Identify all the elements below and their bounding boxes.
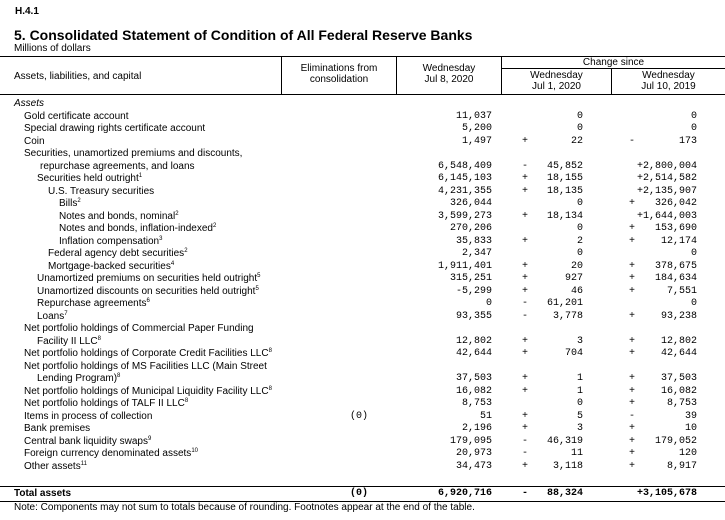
cell-wednesday: 35,833 [455, 235, 492, 247]
table-note: Note: Components may not sum to totals because of rounding. Footnotes appear at the end of the table. [14, 502, 475, 513]
row-label-text: Federal agency debt securities [48, 248, 185, 259]
table-row [0, 123, 725, 136]
table-row [0, 211, 725, 224]
row-label [48, 248, 188, 261]
cell-sign-1: + [522, 285, 529, 297]
row-label [24, 448, 198, 461]
cell-sign-2: + [629, 273, 636, 284]
table-row [0, 348, 725, 361]
cell-wednesday: 3,599,273 [437, 210, 492, 222]
row-label-text: Other assets [24, 460, 81, 472]
cell-change-2: +1,644,003 [636, 210, 697, 222]
cell-change-1: 0 [576, 110, 583, 122]
row-label [37, 173, 142, 186]
footnote-marker: 10 [191, 448, 198, 454]
row-label-text: Net portfolio holdings of Corporate Credit Facilities LLC [24, 348, 269, 359]
row-label [37, 298, 150, 311]
table-row [0, 248, 725, 261]
cell-sign-2: + [629, 198, 636, 209]
cell-wednesday: 51 [479, 410, 492, 422]
cell-change-2: 8,753 [666, 398, 697, 409]
row-label [59, 211, 179, 224]
cell-change-1: 3 [576, 423, 583, 434]
cell-sign-2: + [629, 435, 636, 447]
cell-change-2: 120 [678, 448, 697, 459]
row-label-text: Net portfolio holdings of Commercial Paper Funding [24, 323, 254, 334]
cell-change-2: +3,105,678 [636, 488, 697, 499]
cell-sign-1: + [522, 460, 529, 472]
row-label [14, 98, 44, 111]
cell-change-1: 46,319 [546, 435, 583, 447]
row-label-text: Unamortized premiums on securities held outright [37, 273, 258, 284]
table-row [0, 273, 725, 286]
row-label [40, 161, 195, 174]
row-label [24, 148, 242, 161]
cell-wednesday: 16,082 [455, 385, 492, 397]
change-since-rule [501, 68, 725, 69]
header-c2-line1: Wednesday [642, 70, 695, 81]
cell-wednesday: 326,044 [449, 198, 492, 209]
row-label-text: Securities, unamortized premiums and discounts, [24, 148, 243, 159]
cell-sign-1: + [522, 185, 529, 197]
table-body [0, 98, 725, 473]
cell-change-1: 3 [576, 335, 583, 347]
cell-change-1: 2 [576, 235, 583, 247]
cell-wednesday: 34,473 [455, 460, 492, 472]
page-title: 5. Consolidated Statement of Condition of All Federal Reserve Banks [14, 27, 473, 43]
table-row [0, 323, 725, 336]
footnote-marker: 11 [80, 460, 87, 467]
table-row [0, 111, 725, 124]
table-row [0, 311, 725, 324]
row-label [24, 111, 129, 124]
cell-change-2: 93,238 [660, 310, 697, 322]
cell-change-2: 184,634 [654, 273, 697, 284]
row-label-text: Loans [37, 310, 65, 322]
cell-change-1: 927 [564, 273, 583, 284]
cell-change-2: 0 [690, 110, 697, 122]
cell-change-1: 45,852 [546, 160, 583, 172]
cell-wednesday: 270,206 [449, 223, 492, 234]
row-label [37, 336, 101, 349]
cell-change-1: 18,135 [546, 185, 583, 197]
row-label-text: Notes and bonds, inflation-indexed [59, 223, 213, 234]
cell-wednesday: 4,231,355 [437, 185, 492, 197]
cell-sign-1: + [522, 348, 529, 359]
footnote-marker: 8 [117, 373, 121, 379]
cell-wednesday: 5,200 [461, 123, 492, 134]
cell-change-2: 42,644 [660, 348, 697, 359]
row-label [24, 461, 87, 474]
footnote-marker: 2 [175, 210, 179, 217]
cell-sign-2: + [629, 335, 636, 347]
table-row [0, 236, 725, 249]
row-label-text: repurchase agreements, and loans [40, 160, 195, 172]
row-label: Total assets [14, 488, 72, 499]
cell-sign-2: + [629, 460, 636, 472]
row-label-text: Items in process of collection [24, 410, 153, 422]
row-label-text: Coin [24, 135, 45, 147]
cell-sign-2: - [629, 135, 636, 147]
footnote-marker: 5 [257, 273, 261, 279]
row-label-text: Unamortized discounts on securities held outright [37, 285, 256, 297]
row-label-text: Mortgage-backed securities [48, 260, 171, 272]
total-row [0, 488, 725, 501]
cell-change-2: 153,690 [654, 223, 697, 234]
row-label [59, 198, 81, 211]
cell-sign-1: + [522, 260, 529, 272]
cell-wednesday: 12,802 [455, 335, 492, 347]
cell-sign-1: + [522, 235, 529, 247]
row-label [24, 398, 188, 411]
row-label [37, 311, 68, 324]
cell-wednesday: 42,644 [455, 348, 492, 359]
cell-sign-1: + [522, 273, 529, 284]
table-row [0, 223, 725, 236]
cell-sign-2: - [629, 410, 636, 422]
footnote-marker: 3 [159, 235, 163, 242]
cell-change-2: 8,917 [666, 460, 697, 472]
cell-change-1: 61,201 [546, 298, 583, 309]
row-label [37, 273, 260, 286]
cell-wednesday: 315,251 [449, 273, 492, 284]
table-row [0, 161, 725, 174]
header-elim-line1: Eliminations from [300, 63, 378, 74]
footnote-marker: 8 [268, 348, 272, 354]
cell-change-1: 3,118 [552, 460, 583, 472]
footnote-marker: 2 [184, 248, 188, 254]
cell-sign-2: + [629, 235, 636, 247]
cell-change-2: 12,174 [660, 235, 697, 247]
cell-change-2: 10 [684, 423, 697, 434]
row-label [24, 123, 205, 136]
header-c1-line1: Wednesday [530, 70, 583, 81]
cell-wednesday: 8,753 [461, 398, 492, 409]
table-row [0, 286, 725, 299]
table-row [0, 148, 725, 161]
cell-sign-1: - [522, 435, 529, 447]
table-row [0, 423, 725, 436]
cell-change-2: 39 [684, 410, 697, 422]
cell-wednesday: 0 [485, 298, 492, 309]
cell-change-2: 0 [690, 248, 697, 259]
cell-change-1: 3,778 [552, 310, 583, 322]
footnote-marker: 5 [255, 285, 259, 292]
header-elim-line2: consolidation [309, 74, 369, 85]
table-row [0, 448, 725, 461]
cell-sign-2: + [629, 348, 636, 359]
cell-sign-2: + [629, 373, 636, 384]
cell-wednesday: 6,920,716 [437, 488, 492, 499]
row-label-text: Inflation compensation [59, 235, 160, 247]
page-subtitle: Millions of dollars [14, 43, 91, 54]
cell-change-1: 0 [576, 123, 583, 134]
cell-sign-2: + [629, 448, 636, 459]
cell-change-2: 37,503 [660, 373, 697, 384]
cell-sign-1: + [522, 410, 529, 422]
cell-change-2: +2,135,907 [636, 185, 697, 197]
table-row [0, 386, 725, 399]
cell-sign-2: + [629, 260, 636, 272]
footnote-marker: 6 [146, 298, 150, 304]
cell-wednesday: 93,355 [455, 310, 492, 322]
row-label [48, 186, 154, 199]
row-label [59, 236, 162, 249]
table-row [0, 336, 725, 349]
row-label [24, 361, 267, 374]
cell-wednesday: 6,548,409 [437, 160, 492, 172]
table-row [0, 186, 725, 199]
cell-sign-1: + [522, 385, 529, 397]
cell-change-2: 7,551 [666, 285, 697, 297]
cell-sign-1: - [522, 160, 529, 172]
table-row [0, 98, 725, 111]
row-label [37, 373, 120, 386]
row-label [24, 136, 45, 149]
cell-change-2: 0 [690, 298, 697, 309]
cell-wednesday: -5,299 [455, 285, 492, 297]
cell-change-1: 0 [576, 248, 583, 259]
table-row [0, 198, 725, 211]
cell-change-1: 1 [576, 385, 583, 397]
row-label-text: Gold certificate account [24, 110, 129, 122]
row-label-text: Net portfolio holdings of MS Facilities LLC (Main Street [24, 360, 267, 372]
cell-change-2: 12,802 [660, 335, 697, 347]
footnote-marker: 2 [213, 223, 217, 229]
row-label-text: Foreign currency denominated assets [24, 448, 192, 459]
cell-sign-2: + [629, 385, 636, 397]
table-header [0, 0, 725, 100]
table-row [0, 173, 725, 186]
cell-elim: (0) [349, 488, 368, 499]
row-label-text: Special drawing rights certificate account [24, 123, 206, 134]
cell-change-1: 0 [576, 398, 583, 409]
cell-change-1: 5 [576, 410, 583, 422]
cell-wednesday: 2,347 [461, 248, 492, 259]
cell-sign-2: + [629, 398, 636, 409]
row-label [59, 223, 216, 236]
table-row [0, 411, 725, 424]
row-label-text: Net portfolio holdings of Municipal Liquidity Facility LLC [24, 385, 269, 397]
cell-sign-2: + [629, 285, 636, 297]
footnote-marker: 9 [147, 435, 152, 442]
table-row [0, 436, 725, 449]
header-c1-line2: Jul 1, 2020 [532, 81, 581, 92]
row-label-text: Assets [14, 98, 45, 109]
footnote-marker: 2 [77, 198, 81, 204]
cell-sign-1: + [522, 210, 529, 222]
cell-change-1: 22 [570, 135, 583, 147]
header-label-column: Assets, liabilities, and capital [14, 71, 142, 82]
footnote-marker: 4 [170, 260, 175, 267]
cell-wednesday: 2,196 [461, 423, 492, 434]
cell-elim: (0) [349, 410, 368, 422]
total-top-rule [0, 486, 725, 487]
table-row [0, 136, 725, 149]
row-label [24, 436, 151, 449]
cell-sign-1: + [522, 373, 529, 384]
row-label-text: Securities held outright [37, 173, 139, 184]
row-label-text: Notes and bonds, nominal [59, 210, 176, 222]
row-label-text: Repurchase agreements [37, 298, 147, 309]
header-wed-line2: Jul 8, 2020 [424, 74, 474, 85]
cell-wednesday: 1,497 [461, 135, 492, 147]
row-label [24, 348, 272, 361]
cell-wednesday: 6,145,103 [437, 173, 492, 184]
row-label-text: Bills [59, 198, 78, 209]
cell-change-2: 378,675 [654, 260, 697, 272]
row-label-text: Central bank liquidity swaps [24, 435, 148, 447]
cell-change-2: 179,052 [654, 435, 697, 447]
cell-sign-1: + [522, 335, 529, 347]
header-c2-line2: Jul 10, 2019 [641, 81, 696, 92]
cell-change-1: 704 [564, 348, 583, 359]
cell-sign-2: + [629, 310, 636, 322]
table-row [0, 361, 725, 374]
cell-change-2: +2,514,582 [636, 173, 697, 184]
row-label-text: Lending Program) [37, 373, 118, 384]
footnote-marker: 1 [138, 173, 143, 179]
cell-change-2: 0 [690, 123, 697, 134]
row-label-text: Bank premises [24, 423, 91, 434]
header-bottom-rule [0, 94, 725, 95]
cell-sign-1: + [522, 135, 529, 147]
table-row [0, 461, 725, 474]
cell-change-1: 18,134 [546, 210, 583, 222]
row-label [24, 386, 272, 399]
cell-wednesday: 20,973 [455, 448, 492, 459]
document-id: H.4.1 [15, 6, 39, 17]
cell-sign-1: - [522, 310, 529, 322]
cell-change-2: 326,042 [654, 198, 697, 209]
cell-change-1: 88,324 [546, 488, 583, 499]
cell-sign-2: + [629, 423, 636, 434]
cell-change-1: 0 [576, 198, 583, 209]
row-label-text: Net portfolio holdings of TALF II LLC [24, 398, 185, 409]
row-label [24, 411, 152, 424]
cell-wednesday: 179,095 [449, 435, 492, 447]
row-label [37, 286, 259, 299]
cell-sign-1: + [522, 423, 529, 434]
cell-sign-1: - [522, 448, 529, 459]
table-row [0, 373, 725, 386]
cell-change-1: 20 [570, 260, 583, 272]
footnote-marker: 7 [64, 310, 68, 317]
row-label-text: Facility II LLC [37, 335, 98, 347]
cell-change-1: 18,155 [546, 173, 583, 184]
table-row [0, 398, 725, 411]
cell-wednesday: 1,911,401 [437, 260, 492, 272]
cell-sign-2: + [629, 223, 636, 234]
footnote-marker: 8 [97, 335, 101, 342]
cell-change-2: 16,082 [660, 385, 697, 397]
row-label [24, 323, 254, 336]
row-label-text: U.S. Treasury securities [48, 185, 155, 197]
cell-sign-1: - [522, 488, 529, 499]
cell-change-1: 11 [570, 448, 583, 459]
cell-sign-1: + [522, 173, 529, 184]
cell-change-1: 1 [576, 373, 583, 384]
table-row [0, 261, 725, 274]
footnote-marker: 8 [184, 398, 189, 404]
row-label [48, 261, 174, 274]
row-label [24, 423, 90, 436]
cell-wednesday: 11,037 [455, 110, 492, 122]
cell-change-1: 0 [576, 223, 583, 234]
cell-change-2: +2,800,004 [636, 160, 697, 172]
header-wed-line1: Wednesday [422, 63, 476, 74]
header-change-since: Change since [582, 57, 645, 68]
cell-wednesday: 37,503 [455, 373, 492, 384]
cell-sign-1: - [522, 298, 529, 309]
footnote-marker: 8 [268, 385, 272, 392]
cell-change-2: 173 [678, 135, 697, 147]
table-row [0, 298, 725, 311]
cell-change-1: 46 [570, 285, 583, 297]
